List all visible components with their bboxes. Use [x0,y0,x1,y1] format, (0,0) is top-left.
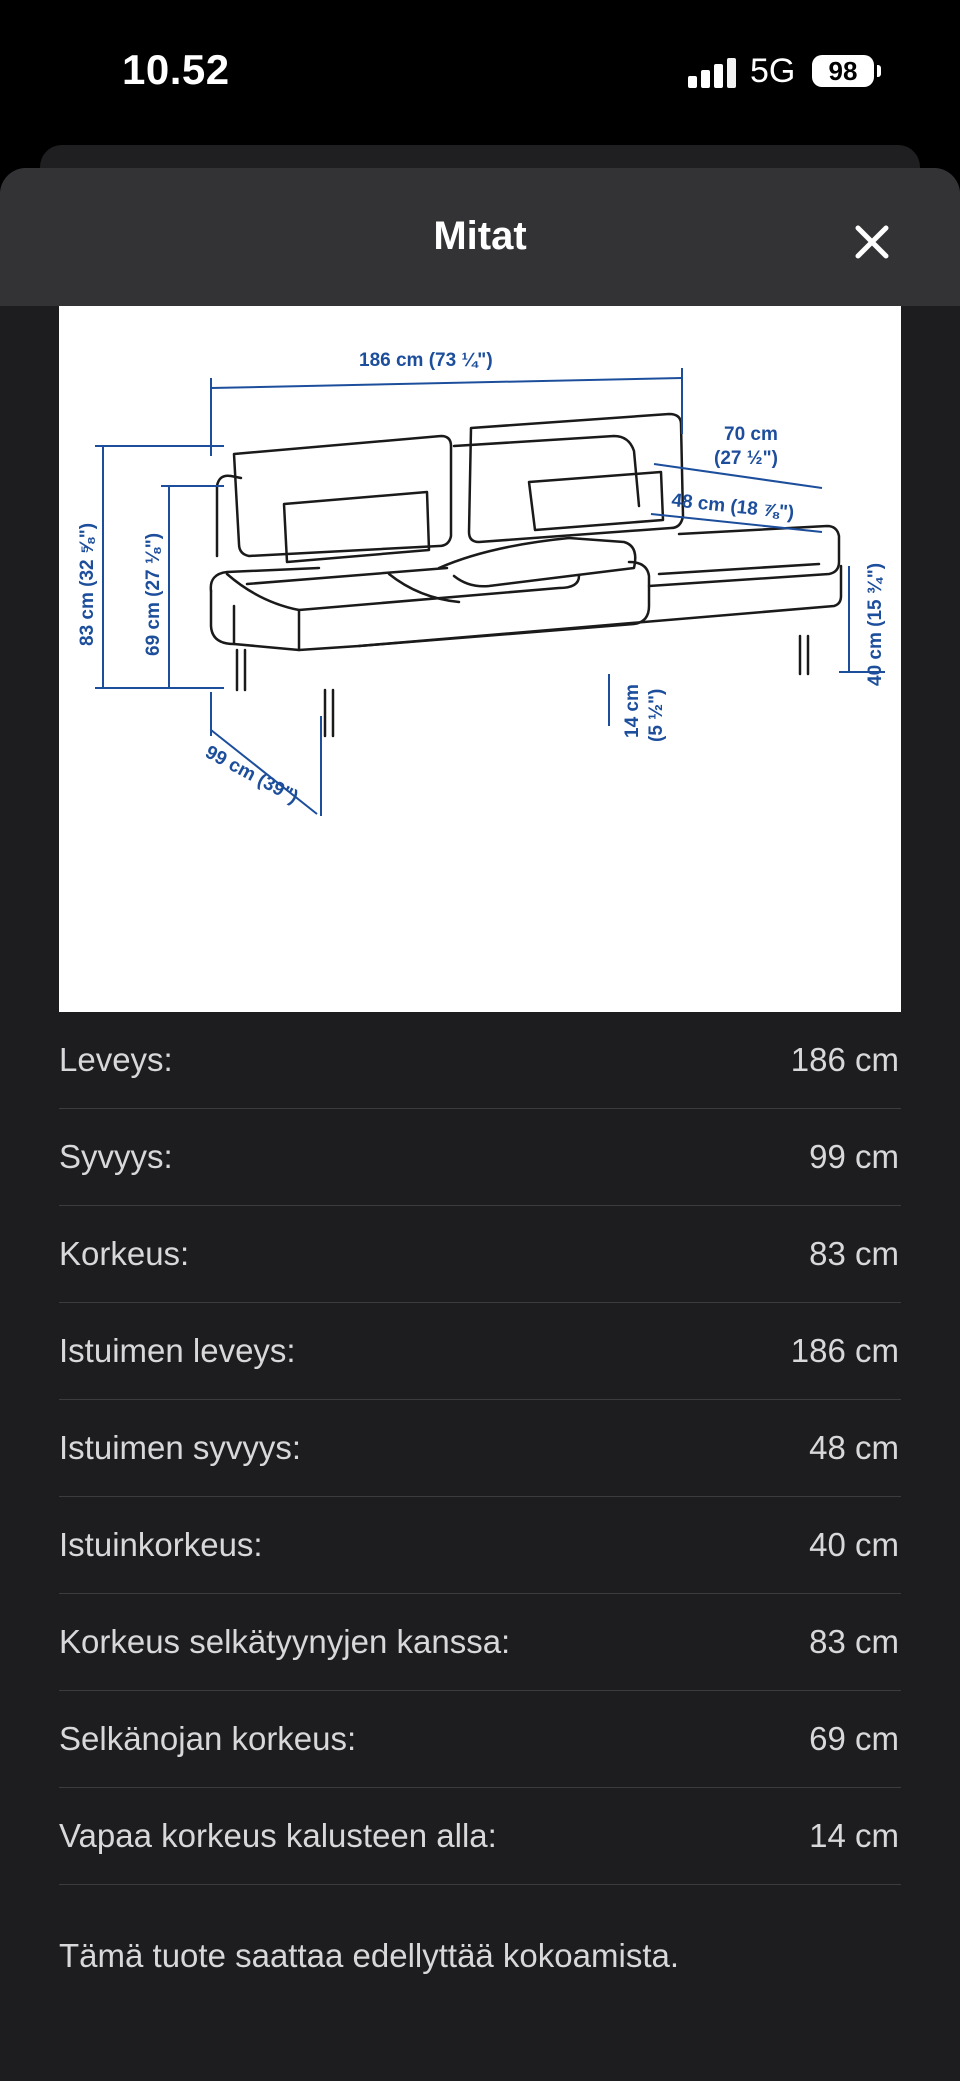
dimension-value: 186 cm [790,1041,899,1078]
clearance-dimension-label-2: (5 ½") [646,688,667,742]
battery-icon: 98 [812,55,874,87]
dimension-label: Korkeus: [59,1235,190,1272]
list-item [59,1109,901,1206]
close-icon [844,214,900,270]
seat-height-dimension-label: 40 cm (15 ¾") [865,562,886,686]
battery-tip [877,65,881,77]
width-dimension-label: 186 cm (73 ¼") [359,350,493,371]
sheet-title: Mitat [433,214,527,258]
dimension-value: 83 cm [809,1623,899,1660]
status-bar [0,0,960,140]
assembly-note: Tämä tuote saattaa edellyttää kokoamista. [59,1937,680,1974]
signal-icon [688,56,738,88]
depth-dimension-label: 99 cm (39") [201,741,302,809]
dimensions-sheet [0,168,960,2081]
dimension-label: Syvyys: [59,1138,173,1175]
dimensions-list [59,1012,901,1885]
list-item [59,1497,901,1594]
list-item [59,1012,901,1109]
list-item [59,1303,901,1400]
dimension-value: 69 cm [809,1720,899,1757]
list-item [59,1206,901,1303]
back-depth-dimension-label-1: 70 cm [724,424,778,445]
dimensions-diagram [59,306,901,1012]
close-button[interactable] [844,214,900,270]
dimension-label: Istuimen leveys: [59,1332,296,1369]
dimension-value: 48 cm [809,1429,899,1466]
height-dimension-label: 83 cm (32 ⅝") [77,522,98,646]
seat-depth-dimension-label: 48 cm (18 ⅞") [670,490,796,524]
dimension-value: 40 cm [809,1526,899,1563]
dimension-label: Istuinkorkeus: [59,1526,263,1563]
sheet-header [0,168,960,306]
list-item [59,1594,901,1691]
dimension-value: 14 cm [809,1817,899,1854]
back-depth-dimension-label-2: (27 ½") [714,448,778,469]
list-item [59,1788,901,1885]
dimension-value: 186 cm [790,1332,899,1369]
status-time: 10.52 [122,46,230,93]
dimension-label: Vapaa korkeus kalusteen alla: [59,1817,497,1854]
dimension-label: Selkänojan korkeus: [59,1720,357,1757]
dimension-label: Korkeus selkätyynyjen kanssa: [59,1623,511,1660]
sofa-diagram [59,306,901,1012]
list-item [59,1400,901,1497]
network-type: 5G [750,52,796,90]
list-item [59,1691,901,1788]
dimension-value: 83 cm [809,1235,899,1272]
dimension-label: Leveys: [59,1041,173,1078]
clearance-dimension-label-1: 14 cm [622,684,643,738]
back-height-dimension-label: 69 cm (27 ⅛") [143,532,164,656]
dimension-label: Istuimen syvyys: [59,1429,302,1466]
dimension-value: 99 cm [809,1138,899,1175]
